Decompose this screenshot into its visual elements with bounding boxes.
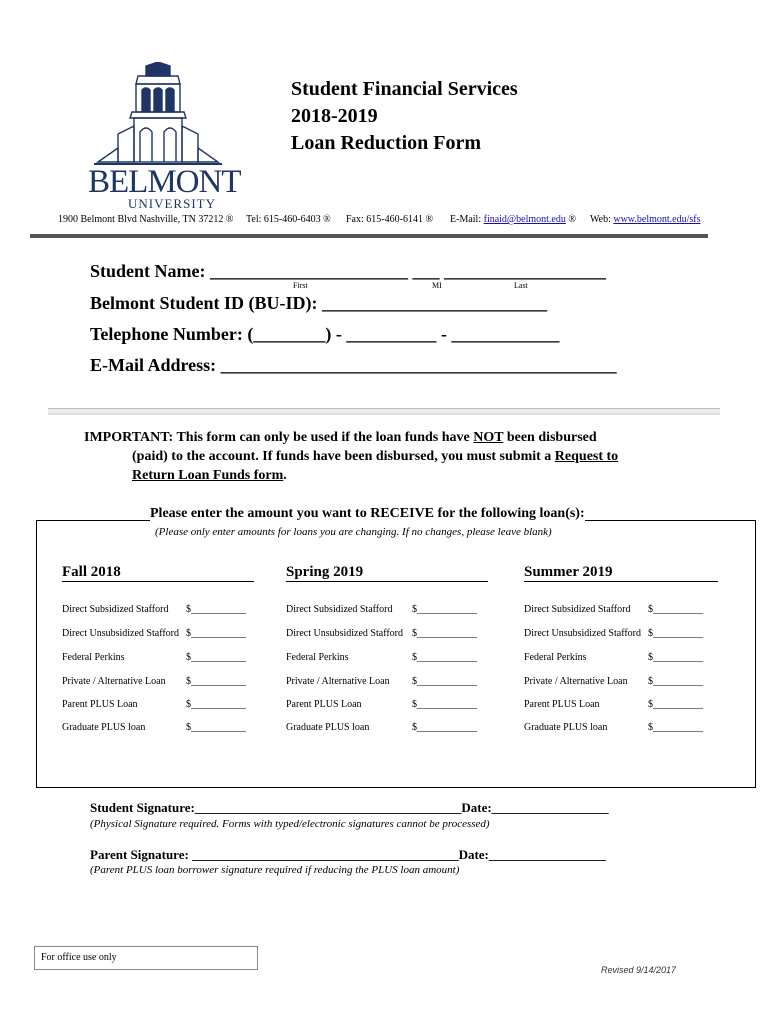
revised-date: Revised 9/14/2017 <box>601 965 677 975</box>
loan-label: Direct Unsubsidized Stafford <box>286 628 404 639</box>
belmont-logo <box>88 62 241 212</box>
loan-amount-field[interactable]: $___________ <box>186 676 246 687</box>
loan-amount-field[interactable]: $___________ <box>186 652 246 663</box>
important-line-2 <box>84 447 684 466</box>
web-link[interactable]: www.belmont.edu/sfs <box>613 214 701 225</box>
loan-label: Graduate PLUS loan <box>62 722 146 733</box>
loan-amount-field[interactable]: $__________ <box>648 652 703 663</box>
loan-label: Direct Subsidized Stafford <box>286 604 393 615</box>
semester-heading-summer: Summer 2019 <box>524 564 718 582</box>
loan-amount-field[interactable]: $____________ <box>412 676 477 687</box>
contact-fax: Fax: 615-460-6141 ® <box>346 214 434 225</box>
name-mi-caption: MI <box>432 281 442 290</box>
loan-label: Federal Perkins <box>286 652 349 663</box>
email-field[interactable]: E-Mail Address: ____________________________________________ <box>90 355 617 375</box>
email-link[interactable]: finaid@belmont.edu <box>483 214 566 225</box>
student-signature-line[interactable]: Student Signature:_________________________________________Date:__________________ <box>90 800 609 815</box>
loan-label: Private / Alternative Loan <box>62 676 166 687</box>
contact-web <box>590 214 700 225</box>
contact-tel: Tel: 615-460-6403 ® <box>246 214 331 225</box>
loan-label: Private / Alternative Loan <box>286 676 390 687</box>
semester-heading-spring: Spring 2019 <box>286 564 488 582</box>
loan-label: Parent PLUS Loan <box>62 699 138 710</box>
receive-instruction: Please enter the amount you want to RECEIVE for the following loan(s): <box>150 506 585 521</box>
office-use-box: For office use only <box>34 946 258 970</box>
web-label: Web: <box>590 214 614 225</box>
loan-amount-field[interactable]: $__________ <box>648 628 703 639</box>
email-suffix: ® <box>565 214 576 225</box>
email-label: E-Mail: <box>450 214 484 225</box>
student-name-field[interactable]: Student Name: ______________________ ___ __________________ <box>90 261 606 281</box>
loan-amount-field[interactable]: $___________ <box>186 604 246 615</box>
loan-amount-field[interactable]: $__________ <box>648 699 703 710</box>
loan-amount-field[interactable]: $____________ <box>412 722 477 733</box>
loan-amount-field[interactable]: $____________ <box>412 628 477 639</box>
loan-label: Graduate PLUS loan <box>524 722 608 733</box>
student-signature-note: (Physical Signature required. Forms with typed/electronic signatures cannot be processed) <box>90 818 490 830</box>
loan-amount-field[interactable]: $__________ <box>648 722 703 733</box>
loan-label: Parent PLUS Loan <box>524 699 600 710</box>
name-last-caption: Last <box>514 281 528 290</box>
loan-label: Federal Perkins <box>62 652 125 663</box>
request-return-link-1[interactable]: Request to <box>554 449 619 464</box>
parent-signature-note: (Parent PLUS loan borrower signature required if reducing the PLUS loan amount) <box>90 864 460 876</box>
important-text-3: (paid) to the account. If funds have been disbursed, you must submit a <box>132 449 555 464</box>
contact-address: 1900 Belmont Blvd Nashville, TN 37212 ® <box>58 214 234 225</box>
loan-label: Parent PLUS Loan <box>286 699 362 710</box>
title-line-3: Loan Reduction Form <box>291 132 481 154</box>
important-line-1 <box>84 428 684 447</box>
loan-label: Direct Subsidized Stafford <box>62 604 169 615</box>
title-line-1: Student Financial Services <box>291 78 518 100</box>
loan-amount-field[interactable]: $____________ <box>412 699 477 710</box>
loan-amount-field[interactable]: $____________ <box>412 604 477 615</box>
loan-label: Direct Subsidized Stafford <box>524 604 631 615</box>
buid-field[interactable]: Belmont Student ID (BU-ID): _________________________ <box>90 293 548 313</box>
important-text-1: IMPORTANT: This form can only be used if the loan funds have <box>84 430 474 445</box>
title-line-2: 2018-2019 <box>291 105 378 127</box>
important-period: . <box>283 468 287 483</box>
bell-tower-icon <box>88 62 228 166</box>
change-note: (Please only enter amounts for loans you are changing. If no changes, please leave blank) <box>155 526 552 538</box>
parent-signature-line[interactable]: Parent Signature: _________________________________________Date:__________________ <box>90 847 606 862</box>
logo-wordmark: BELMONT <box>88 164 241 200</box>
logo-subtitle: UNIVERSITY <box>128 196 216 211</box>
semester-heading-fall: Fall 2018 <box>62 564 254 582</box>
important-not: NOT <box>473 430 504 445</box>
telephone-field[interactable]: Telephone Number: (________) - __________ - ____________ <box>90 324 560 344</box>
loan-label: Direct Unsubsidized Stafford <box>524 628 642 639</box>
important-line-3 <box>84 466 684 485</box>
loan-amount-field[interactable]: $___________ <box>186 699 246 710</box>
important-notice <box>84 428 684 485</box>
contact-email <box>450 214 576 225</box>
loan-amount-field[interactable]: $___________ <box>186 628 246 639</box>
request-return-link-2[interactable]: Return Loan Funds form <box>132 468 284 483</box>
loan-label: Graduate PLUS loan <box>286 722 370 733</box>
section-divider <box>48 408 720 415</box>
important-text-2: been disbursed <box>503 430 597 445</box>
loan-amount-field[interactable]: $__________ <box>648 604 703 615</box>
name-first-caption: First <box>293 281 308 290</box>
loan-label: Federal Perkins <box>524 652 587 663</box>
loan-amount-field[interactable]: $___________ <box>186 722 246 733</box>
loan-amount-field[interactable]: $__________ <box>648 676 703 687</box>
loan-amount-field[interactable]: $____________ <box>412 652 477 663</box>
loan-label: Private / Alternative Loan <box>524 676 628 687</box>
loan-label: Direct Unsubsidized Stafford <box>62 628 180 639</box>
header-divider <box>30 234 708 238</box>
